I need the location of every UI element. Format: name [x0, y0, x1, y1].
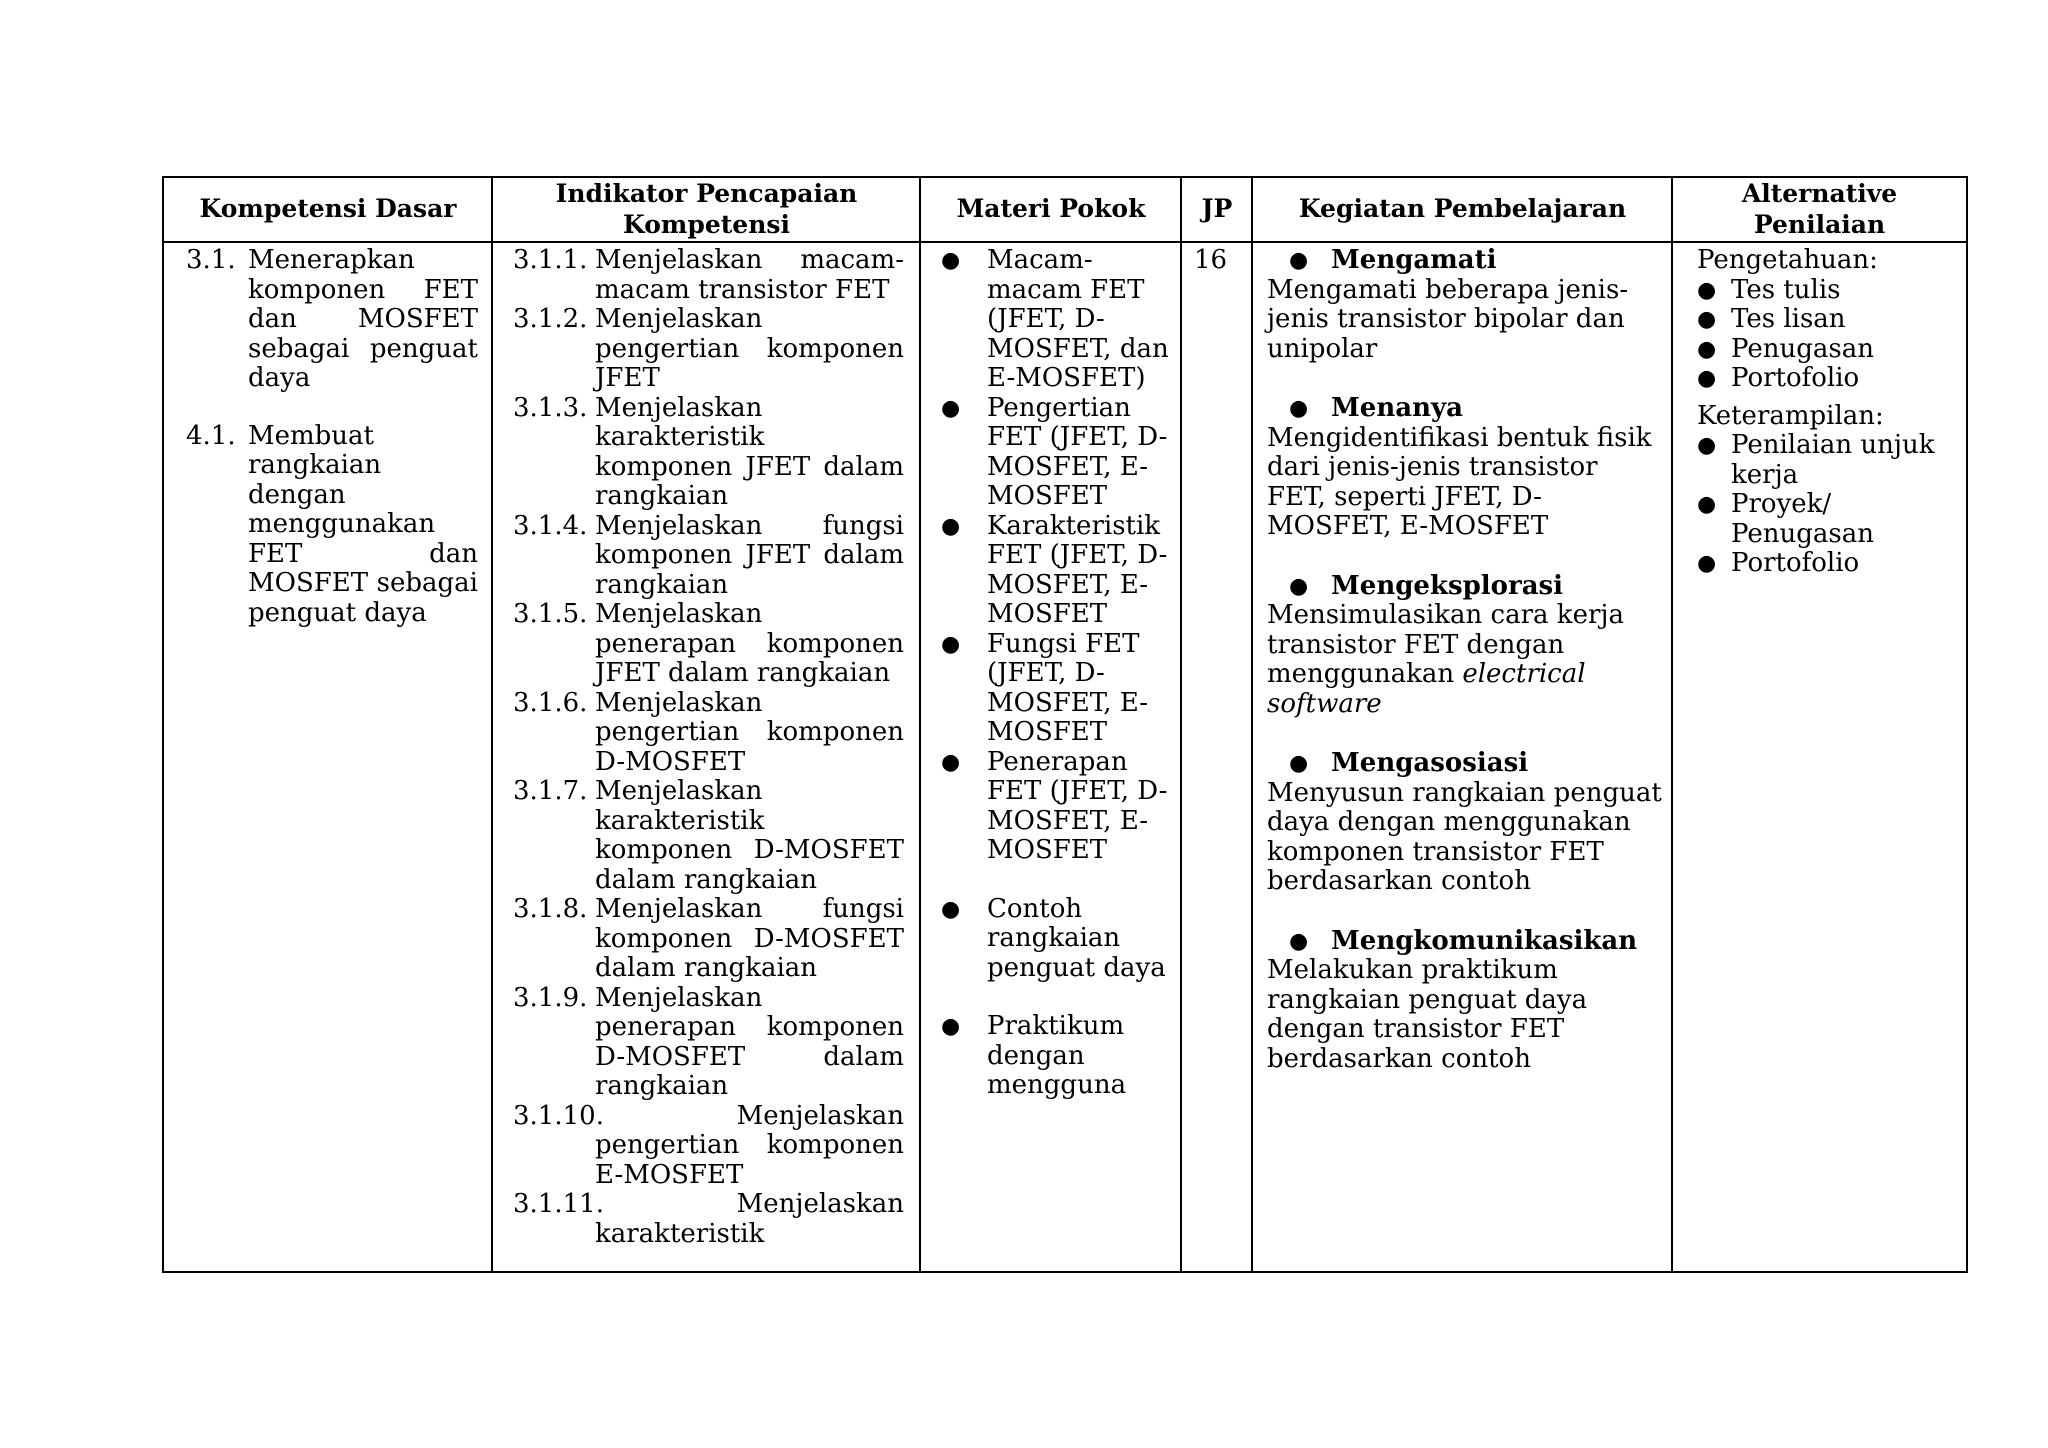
- kegiatan-item: [1253, 246, 1672, 364]
- bullet-icon: ●: [1697, 551, 1717, 576]
- bullet-icon: ●: [941, 896, 961, 922]
- indikator-item: 3.1.11. Menjelaskan karakteristik: [513, 1189, 904, 1249]
- pengetahuan-label: Pengetahuan:: [1697, 246, 1878, 275]
- bullet-icon: ●: [1697, 366, 1717, 391]
- keterampilan-item: ● Penilaian unjuk kerja: [1697, 430, 1935, 490]
- kegiatan-item: [1253, 927, 1672, 1075]
- keterampilan-label: Keterampilan:: [1697, 400, 1884, 431]
- bullet-icon: ●: [1289, 750, 1309, 776]
- bullet-icon: ●: [1697, 336, 1717, 362]
- kegiatan-title: Mengeksplorasi: [1331, 570, 1564, 601]
- jp-value: 16: [1194, 246, 1228, 275]
- indikator-item: 3.1.4. Menjelaskan fungsi komponen JFET dalam rangkaian: [513, 510, 904, 600]
- header-materi-pokok: Materi Pokok: [956, 194, 1146, 223]
- kegiatan-title: Mengamati: [1331, 246, 1497, 275]
- bullet-icon: ●: [1289, 247, 1309, 273]
- kegiatan-text: Menyusun rangkaian penguat daya dengan menggunakan komponen transistor FET berdasarkan contoh: [1267, 777, 1662, 896]
- indikator-item: 3.1.9. Menjelaskan penerapan komponen D-MOSFET dalam rangkaian: [513, 982, 904, 1101]
- header-indikator: Indikator Pencapaian Kompetensi: [555, 178, 858, 239]
- kegiatan-item: [1253, 572, 1672, 720]
- bullet-icon: ●: [941, 631, 961, 657]
- pengetahuan-item: ● Tes tulis: [1697, 274, 1841, 305]
- kegiatan-text: Mengamati beberapa jenis-jenis transistor bipolar dan unipolar: [1267, 274, 1629, 364]
- kegiatan-title: Menanya: [1331, 393, 1463, 423]
- materi-item: ● Contoh rangkaian penguat daya: [941, 893, 1166, 983]
- header-kegiatan: Kegiatan Pembelajaran: [1298, 194, 1627, 223]
- bullet-icon: ●: [1697, 492, 1717, 517]
- column-jp: [1180, 176, 1252, 1271]
- indikator-item: 3.1.6. Menjelaskan pengertian komponen D-MOSFET: [513, 687, 904, 777]
- keterampilan-item: ● Portofolio: [1697, 548, 1860, 578]
- header-jp: JP: [1201, 194, 1233, 223]
- column-kegiatan: [1251, 176, 1672, 1271]
- bullet-icon: ●: [1697, 307, 1717, 332]
- bullet-icon: ●: [1289, 927, 1309, 954]
- materi-item: ● Praktikum dengan mengguna: [941, 1011, 1127, 1100]
- indikator-item: 3.1.2. Menjelaskan pengertian komponen JFET: [513, 304, 904, 393]
- materi-item: ● Karakteristik FET (JFET, D-MOSFET, E-MOSFET: [941, 510, 1168, 629]
- bullet-icon: ●: [941, 248, 961, 273]
- bullet-icon: ●: [941, 513, 961, 539]
- materi-item: ● Fungsi FET (JFET, D-MOSFET, E-MOSFET: [941, 628, 1149, 747]
- kegiatan-title: Mengkomunikasikan: [1331, 925, 1638, 956]
- kegiatan-text: Mengidentifikasi bentuk fisik dari jenis-jenis transistor FET, seperti JFET, D-MOSFET, E-MOSFET: [1267, 422, 1652, 541]
- header-penilaian: Alternative Penilaian: [1741, 178, 1898, 239]
- table-bottom-border: [162, 1271, 1968, 1273]
- bullet-icon: ●: [941, 395, 961, 421]
- materi-item: ● Pengertian FET (JFET, D-MOSFET, E-MOSFET: [941, 392, 1168, 511]
- column-kompetensi-dasar: [162, 176, 492, 1271]
- kegiatan-text: Melakukan praktikum rangkaian penguat daya dengan transistor FET berdasarkan contoh: [1267, 955, 1588, 1074]
- materi-item: ● Penerapan FET (JFET, D-MOSFET, E-MOSFET: [941, 746, 1168, 865]
- indikator-item: 3.1.1. Menjelaskan macam-macam transistor FET: [513, 246, 904, 305]
- kd-item: 4.1. Membuat rangkaian dengan menggunakan FET dan MOSFET sebagai penguat daya: [186, 420, 478, 628]
- indikator-item: 3.1.7. Menjelaskan karakteristik komponen D-MOSFET dalam rangkaian: [513, 776, 904, 895]
- kegiatan-text: Mensimulasikan cara kerja transistor FET dengan menggunakan electrical software: [1267, 600, 1624, 719]
- column-penilaian: [1671, 176, 1968, 1271]
- keterampilan-item: ● Proyek/ Penugasan: [1697, 489, 1874, 549]
- kegiatan-title: Mengasosiasi: [1331, 748, 1529, 778]
- pengetahuan-item: ● Penugasan: [1697, 333, 1874, 364]
- bullet-icon: ●: [941, 1014, 961, 1039]
- materi-item: ● Macam-macam FET (JFET, D-MOSFET, dan E-MOSFET): [941, 246, 1169, 393]
- bullet-icon: ●: [941, 749, 961, 775]
- pengetahuan-item: ● Tes lisan: [1697, 304, 1846, 334]
- kegiatan-item: [1253, 749, 1672, 897]
- kegiatan-item: [1253, 394, 1672, 542]
- indikator-item: 3.1.3. Menjelaskan karakteristik komponen JFET dalam rangkaian: [513, 392, 904, 511]
- column-materi-pokok: [919, 176, 1181, 1271]
- kd-item: 3.1. Menerapkan komponen FET dan MOSFET sebagai penguat daya: [186, 246, 478, 393]
- bullet-icon: ●: [1697, 433, 1717, 458]
- header-kompetensi-dasar: Kompetensi Dasar: [199, 194, 457, 223]
- indikator-item: 3.1.5. Menjelaskan penerapan komponen JFET dalam rangkaian: [513, 599, 904, 688]
- indikator-item: 3.1.8. Menjelaskan fungsi komponen D-MOSFET dalam rangkaian: [513, 894, 904, 983]
- pengetahuan-item: ● Portofolio: [1697, 363, 1860, 393]
- bullet-icon: ●: [1697, 277, 1717, 303]
- bullet-icon: ●: [1289, 395, 1309, 421]
- indikator-item: 3.1.10. Menjelaskan pengertian komponen E-MOSFET: [513, 1100, 904, 1190]
- column-indikator: [491, 176, 920, 1271]
- bullet-icon: ●: [1289, 572, 1309, 599]
